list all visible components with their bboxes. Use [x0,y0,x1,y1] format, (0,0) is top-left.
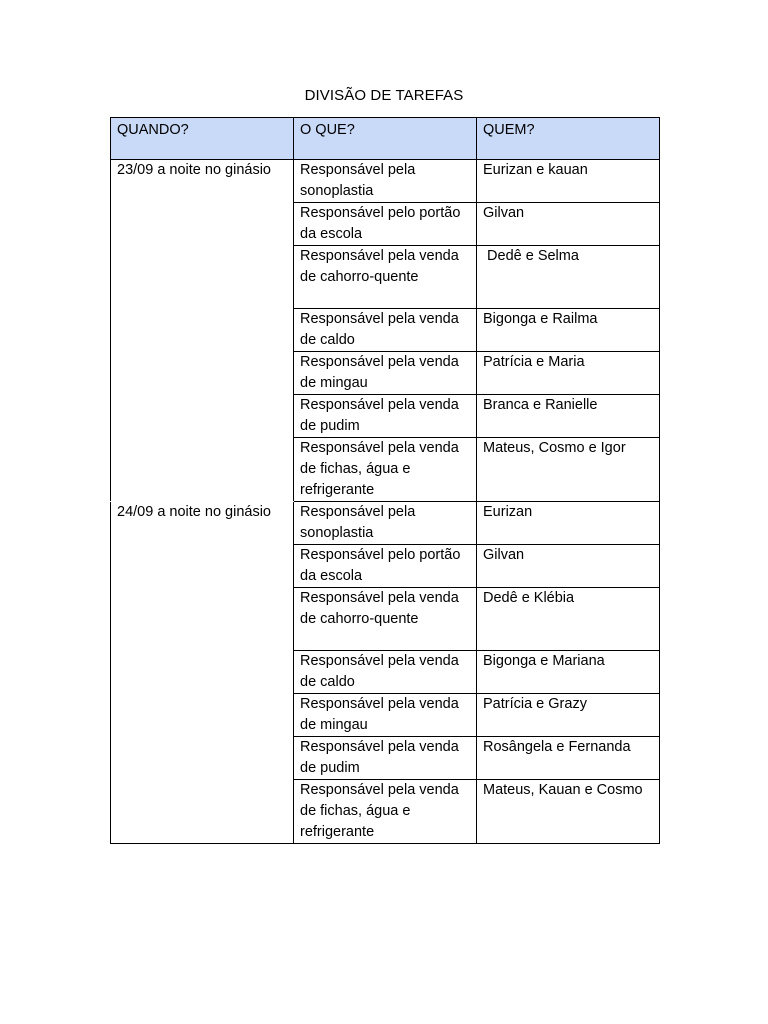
who-cell: Dedê e Klébia [477,588,660,651]
what-cell: Responsável pela venda de mingau [294,352,477,395]
task-table [110,117,660,844]
who-cell: Branca e Ranielle [477,395,660,438]
who-cell: Mateus, Cosmo e Igor [477,438,660,502]
table-header-row [111,118,660,160]
header-what: O QUE? [294,118,477,160]
page-title: DIVISÃO DE TAREFAS [304,87,464,104]
what-cell: Responsável pela sonoplastia [294,502,477,545]
what-cell: Responsável pela venda de pudim [294,395,477,438]
what-cell: Responsável pela venda de caldo [294,651,477,694]
what-cell: Responsável pela venda de fichas, água e refrigerante [294,780,477,844]
when-cell: 24/09 a noite no ginásio [111,502,294,844]
what-cell: Responsável pela sonoplastia [294,160,477,203]
who-cell: Gilvan [477,545,660,588]
table-row [111,502,660,545]
when-cell: 23/09 a noite no ginásio [111,160,294,502]
who-cell: Mateus, Kauan e Cosmo [477,780,660,844]
what-cell: Responsável pelo portão da escola [294,545,477,588]
what-cell: Responsável pela venda de caldo [294,309,477,352]
who-cell: Gilvan [477,203,660,246]
who-cell: Patrícia e Maria [477,352,660,395]
who-cell: Patrícia e Grazy [477,694,660,737]
who-cell: Bigonga e Mariana [477,651,660,694]
table-row [111,160,660,203]
what-cell: Responsável pela venda de fichas, água e refrigerante [294,438,477,502]
what-cell: Responsável pela venda de cahorro-quente [294,588,477,651]
header-who: QUEM? [477,118,660,160]
what-cell: Responsável pela venda de cahorro-quente [294,246,477,309]
who-cell: Dedê e Selma [477,246,660,309]
who-cell: Eurizan e kauan [477,160,660,203]
what-cell: Responsável pelo portão da escola [294,203,477,246]
who-cell: Eurizan [477,502,660,545]
who-cell: Rosângela e Fernanda [477,737,660,780]
header-when: QUANDO? [111,118,294,160]
what-cell: Responsável pela venda de mingau [294,694,477,737]
what-cell: Responsável pela venda de pudim [294,737,477,780]
who-cell: Bigonga e Railma [477,309,660,352]
